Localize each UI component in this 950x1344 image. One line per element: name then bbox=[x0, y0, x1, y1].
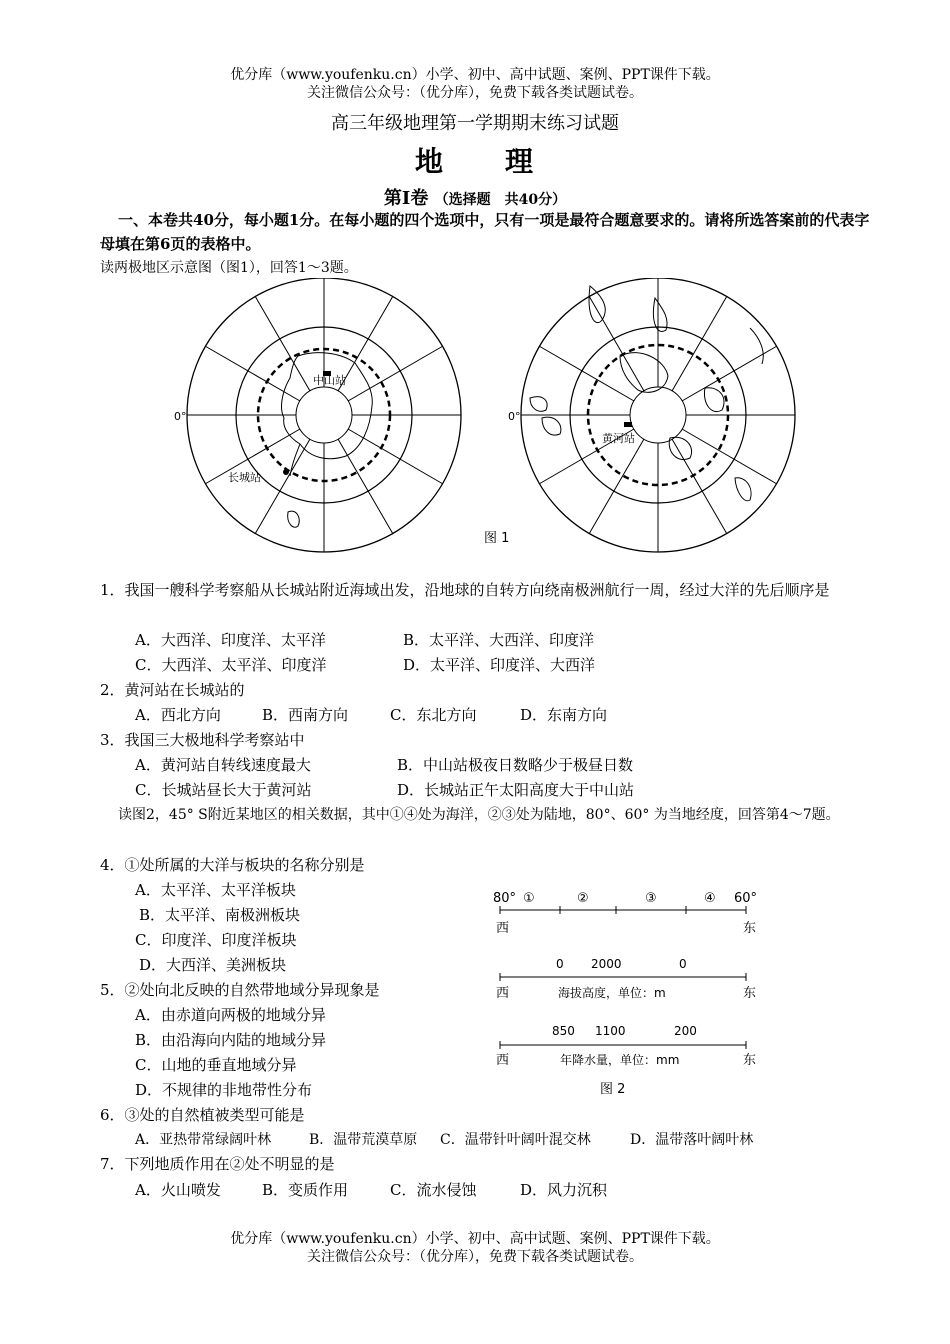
arctic-map bbox=[508, 278, 795, 552]
elev-value-2: 2000 bbox=[591, 957, 622, 971]
q3-option-a[interactable]: A．黄河站自转线速度最大 bbox=[135, 756, 311, 774]
east-label-2: 东 bbox=[743, 986, 757, 1001]
marker-1: ① bbox=[523, 891, 535, 906]
section-note: （选择题 共40分） bbox=[434, 192, 567, 208]
marker-4: ④ bbox=[704, 891, 716, 906]
antarctic-map bbox=[174, 278, 461, 552]
q4-option-d[interactable]: D．大西洋、美洲板块 bbox=[139, 956, 287, 974]
left-map-zero-label: 0° bbox=[174, 410, 187, 423]
q6-option-a[interactable]: A．亚热带常绿阔叶林 bbox=[135, 1132, 272, 1148]
q1-option-c[interactable]: C．大西洋、太平洋、印度洋 bbox=[135, 656, 327, 674]
intro-figure1: 读两极地区示意图（图1），回答1～3题。 bbox=[100, 260, 358, 276]
elev-axis-label: 海拔高度，单位：m bbox=[558, 986, 666, 1000]
header-line-2: 关注微信公众号：（优分库），免费下载各类试题试卷。 bbox=[307, 85, 643, 101]
q3-option-d[interactable]: D．长城站正午太阳高度大于中山站 bbox=[397, 781, 635, 799]
q2-option-d[interactable]: D．东南方向 bbox=[520, 706, 608, 724]
precip-value-2: 1100 bbox=[595, 1024, 626, 1038]
west-label-1: 西 bbox=[496, 921, 510, 936]
q5-option-d[interactable]: D．不规律的非地带性分布 bbox=[135, 1081, 313, 1099]
figure-2-caption: 图 2 bbox=[600, 1082, 626, 1097]
q3-option-b[interactable]: B．中山站极夜日数略少于极昼日数 bbox=[397, 756, 634, 774]
q7-option-d[interactable]: D．风力沉积 bbox=[520, 1181, 608, 1199]
q2-option-c[interactable]: C．东北方向 bbox=[390, 706, 477, 724]
q2-option-a[interactable]: A．西北方向 bbox=[135, 706, 221, 724]
exam-title: 高三年级地理第一学期期末练习试题 bbox=[331, 113, 619, 134]
q5-option-a[interactable]: A．由赤道向两极的地域分异 bbox=[135, 1006, 326, 1024]
q7-option-c[interactable]: C．流水侵蚀 bbox=[390, 1181, 477, 1199]
precip-value-1: 850 bbox=[552, 1024, 575, 1038]
q7-option-b[interactable]: B．变质作用 bbox=[262, 1181, 349, 1199]
figure-2-profile bbox=[488, 884, 768, 1102]
zhongshan-station-label: 中山站 bbox=[313, 374, 346, 387]
q1-option-d[interactable]: D．太平洋、印度洋、大西洋 bbox=[403, 656, 596, 674]
q4-option-c[interactable]: C．印度洋、印度洋板块 bbox=[135, 931, 297, 949]
q2-option-b[interactable]: B．西南方向 bbox=[262, 706, 349, 724]
elev-value-3: 0 bbox=[679, 957, 687, 971]
west-label-3: 西 bbox=[496, 1053, 510, 1068]
q6-option-c[interactable]: C．温带针叶阔叶混交林 bbox=[440, 1132, 591, 1148]
precip-axis-label: 年降水量，单位：mm bbox=[560, 1053, 680, 1067]
question-3-stem: 3．我国三大极地科学考察站中 bbox=[100, 731, 305, 749]
q5-option-c[interactable]: C．山地的垂直地域分异 bbox=[135, 1056, 297, 1074]
huanghe-station-label: 黄河站 bbox=[602, 432, 635, 445]
west-label-2: 西 bbox=[496, 986, 510, 1001]
marker-2: ② bbox=[577, 891, 589, 906]
figure-1-polar-maps bbox=[150, 278, 870, 558]
footer-line-1: 优分库（www.youfenku.cn）小学、初中、高中试题、案例、PPT课件下载。 bbox=[230, 1231, 720, 1247]
question-1-stem: 1．我国一艘科学考察船从长城站附近海域出发，沿地球的自转方向绕南极洲航行一周，经过大洋的先后顺序是 bbox=[100, 581, 830, 599]
q4-option-b[interactable]: B．太平洋、南极洲板块 bbox=[139, 906, 301, 924]
changcheng-station-label: 长城站 bbox=[228, 471, 261, 484]
precip-value-3: 200 bbox=[674, 1024, 697, 1038]
question-5-stem: 5．②处向北反映的自然带地域分异现象是 bbox=[100, 981, 380, 999]
east-label-1: 东 bbox=[743, 921, 757, 936]
question-6-stem: 6．③处的自然植被类型可能是 bbox=[100, 1106, 305, 1124]
east-label-3: 东 bbox=[743, 1053, 757, 1068]
q1-option-a[interactable]: A．大西洋、印度洋、太平洋 bbox=[135, 631, 326, 649]
changcheng-station-marker bbox=[283, 469, 289, 475]
elev-value-1: 0 bbox=[556, 957, 564, 971]
lon-60-label: 60° bbox=[734, 891, 758, 906]
right-map-zero-label: 0° bbox=[508, 410, 521, 423]
lon-80-label: 80° bbox=[493, 891, 517, 906]
q6-option-d[interactable]: D．温带落叶阔叶林 bbox=[630, 1132, 754, 1148]
footer-line-2: 关注微信公众号：（优分库），免费下载各类试题试卷。 bbox=[307, 1249, 643, 1265]
q6-option-b[interactable]: B．温带荒漠草原 bbox=[309, 1132, 418, 1148]
instruction: 一、本卷共40分，每小题1分。在每小题的四个选项中，只有一项是最符合题意要求的。请将所选答案前的代表字母填在第6页的表格中。 bbox=[100, 211, 870, 253]
q7-option-a[interactable]: A．火山喷发 bbox=[135, 1181, 221, 1199]
question-2-stem: 2．黄河站在长城站的 bbox=[100, 681, 245, 699]
q3-option-c[interactable]: C．长城站昼长大于黄河站 bbox=[135, 781, 312, 799]
subject-title: 地 理 bbox=[414, 145, 535, 178]
question-4-stem: 4．①处所属的大洋与板块的名称分别是 bbox=[100, 856, 365, 874]
figure-1-caption: 图 1 bbox=[484, 531, 510, 546]
section-label: 第Ⅰ卷 bbox=[383, 188, 429, 209]
question-7-stem: 7．下列地质作用在②处不明显的是 bbox=[100, 1155, 335, 1173]
q4-option-a[interactable]: A．太平洋、太平洋板块 bbox=[135, 881, 296, 899]
section-heading bbox=[0, 184, 950, 210]
intro-figure2: 读图2，45° S附近某地区的相关数据，其中①④处为海洋，②③处为陆地，80°、60° 为当地经度，回答第4～7题。 bbox=[118, 807, 840, 823]
q1-option-b[interactable]: B．太平洋、大西洋、印度洋 bbox=[403, 631, 595, 649]
marker-3: ③ bbox=[645, 891, 657, 906]
header-line-1: 优分库（www.youfenku.cn）小学、初中、高中试题、案例、PPT课件下载。 bbox=[230, 67, 720, 83]
q5-option-b[interactable]: B．由沿海向内陆的地域分异 bbox=[135, 1031, 327, 1049]
